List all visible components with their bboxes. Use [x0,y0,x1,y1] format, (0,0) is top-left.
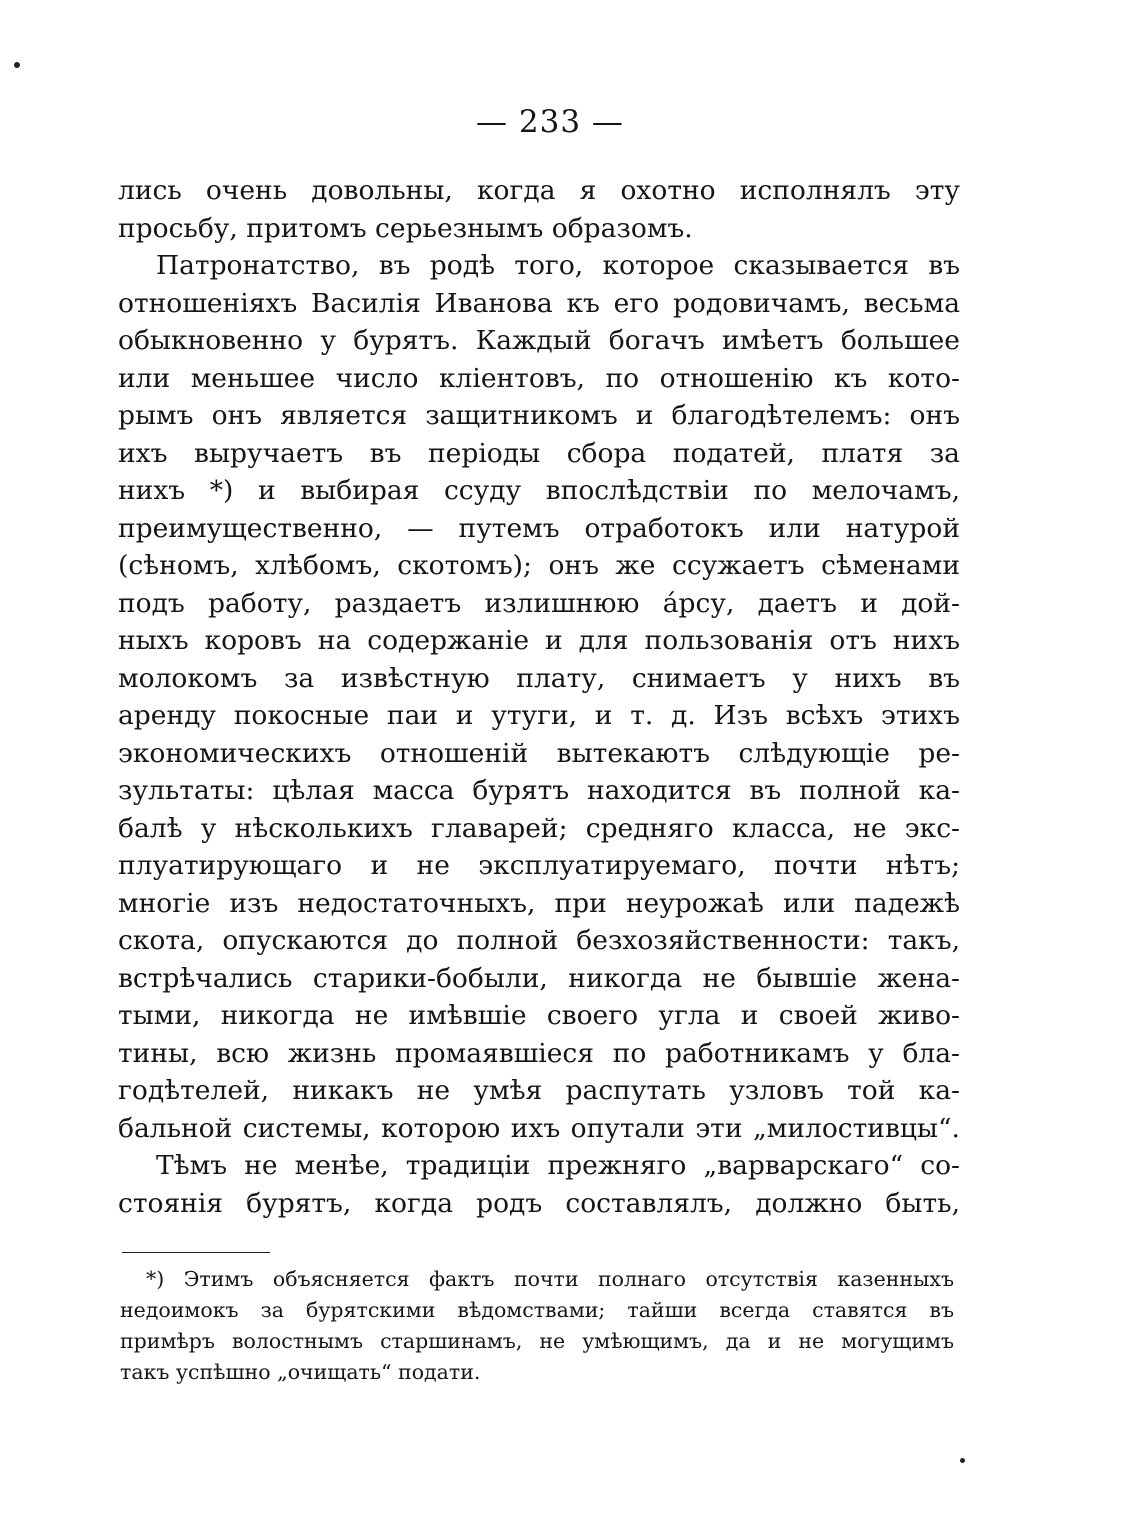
footnote-line: такъ успѣшно „очищать“ подати. [120,1360,481,1384]
text-line: молокомъ за извѣстную плату, снимаетъ у нихъ въ [118,662,960,694]
text-line: плуатирующаго и не эксплуатируемаго, почти нѣтъ; [118,850,960,881]
ink-speck [960,1458,965,1463]
text-line: многіе изъ недостаточныхъ, при неурожаѣ или падежѣ [118,887,960,919]
paragraph-start-line: Патронатство, въ родѣ того, которое сказывается въ [156,250,960,281]
footnote-divider [122,1252,270,1253]
footnote-line: недоимокъ за бурятскими вѣдомствами; тайши всегда ставятся въ [120,1298,954,1322]
footnote-line: примѣръ волостнымъ старшинамъ, не умѣющимъ, да и не могущимъ [120,1329,954,1353]
text-line: годѣтелей, никакъ не умѣя распутать узловъ той ка- [118,1075,960,1106]
text-line: зультаты: цѣлая масса бурятъ находится въ полной ка- [118,775,960,806]
text-line: или меньшее число кліентовъ, по отношенію къ кото- [118,362,960,394]
text-line: встрѣчались старики-бобыли, никогда не бывшіе жена- [118,962,960,994]
text-line: ихъ выручаетъ въ періоды сбора податей, платя за [118,437,960,469]
footnote-line: *) Этимъ объясняется фактъ почти полнаго отсутствія казенныхъ [146,1267,954,1291]
text-line: экономическихъ отношеній вытекаютъ слѣдующіе ре- [118,737,960,769]
ink-speck [14,62,20,68]
text-line: аренду покосные паи и утуги, и т. д. Изъ всѣхъ этихъ [118,700,960,731]
text-line: преимущественно, — путемъ отработокъ или натурой [118,512,960,544]
main-text [118,172,960,1222]
text-line: (сѣномъ, хлѣбомъ, скотомъ); онъ же ссужаетъ сѣменами [118,550,960,581]
footnote [120,1264,954,1388]
text-line: просьбу, притомъ серьезнымъ образомъ. [118,212,693,244]
paragraph-start-line: Тѣмъ не менѣе, традиціи прежняго „варварскаго“ со- [156,1150,960,1181]
text-line: тины, всю жизнь промаявшіеся по работникамъ у бла- [118,1037,960,1069]
text-line: ныхъ коровъ на содержаніе и для пользованія отъ нихъ [118,625,960,656]
page-number: — 233 — [476,104,624,140]
text-line: стоянія бурятъ, когда родъ составлялъ, должно быть, [118,1187,960,1219]
text-line: обыкновенно у бурятъ. Каждый богачъ имѣетъ большее [118,325,960,356]
text-line: скота, опускаются до полной безхозяйственности: такъ, [118,925,960,956]
text-line: нихъ *) и выбирая ссуду впослѣдствіи по мелочамъ, [118,475,960,506]
text-line: подъ работу, раздаетъ излишнюю áрсу, даетъ и дой- [118,587,960,619]
text-line: тыми, никогда не имѣвшіе своего угла и своей живо- [118,1000,960,1031]
text-line: лись очень довольны, когда я охотно исполнялъ эту [118,175,960,206]
text-line: рымъ онъ является защитникомъ и благодѣтелемъ: онъ [118,400,960,431]
text-line: бальной системы, которою ихъ опутали эти „милостивцы“. [118,1112,960,1144]
text-line: балѣ у нѣсколькихъ главарей; средняго класса, не экс- [118,812,960,844]
text-line: отношеніяхъ Василія Иванова къ его родовичамъ, весьма [118,287,960,319]
